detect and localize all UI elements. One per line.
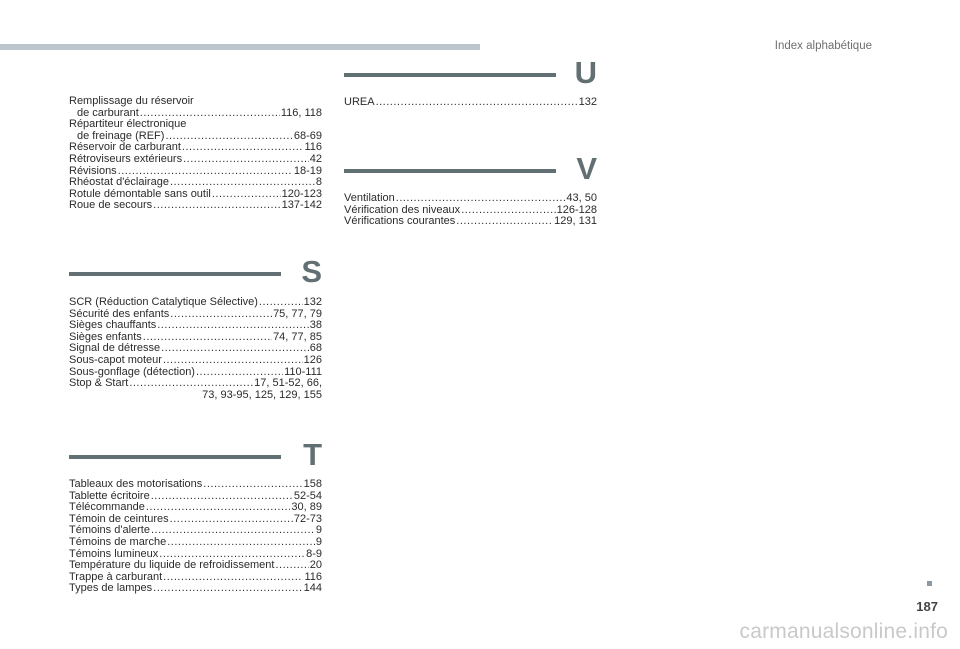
- entry-pages: 126-128: [556, 203, 597, 216]
- entry-text: Sous-capot moteur: [69, 353, 162, 366]
- entry-pages: 8: [315, 176, 322, 189]
- index-entry: [344, 216, 597, 228]
- entry-pages: 72-73: [293, 512, 322, 525]
- entry-pages: 158: [303, 478, 322, 490]
- entry-text: Témoins d'alerte: [69, 524, 150, 537]
- entry-text: Sièges chauffants: [69, 319, 157, 332]
- entry-pages: 30, 89: [291, 501, 322, 514]
- index-entry: [69, 560, 322, 572]
- entry-pages: 132: [303, 296, 322, 308]
- index-entry: [69, 479, 322, 491]
- entry-pages: 8-9: [306, 547, 322, 560]
- section-t-entries: [69, 479, 322, 595]
- entry-line1: Répartiteur électronique: [69, 118, 187, 131]
- index-entry: [69, 96, 322, 119]
- entry-text: Rétroviseurs extérieurs: [69, 152, 183, 165]
- index-entry: [69, 355, 322, 367]
- entry-text: Tablette écritoire: [69, 489, 150, 502]
- entry-pages-continued: 73, 93-95, 125, 129, 155: [202, 388, 322, 401]
- section-letter: T: [303, 437, 322, 472]
- section-r-entries: [69, 96, 322, 212]
- entry-text: Trappe à carburant: [69, 570, 163, 583]
- section-u-entries: [344, 97, 597, 109]
- section-s-heading: [69, 254, 322, 294]
- entry-line1: Remplissage du réservoir: [69, 95, 194, 107]
- entry-pages: 42: [309, 152, 322, 165]
- entry-text: SCR (Réduction Catalytique Sélective): [69, 296, 258, 308]
- entry-text: Télécommande: [69, 501, 145, 514]
- index-entry: [344, 97, 597, 109]
- entry-text: Sièges enfants: [69, 330, 142, 343]
- entry-pages: 43, 50: [566, 192, 597, 204]
- entry-pages: 38: [309, 319, 322, 332]
- index-entry: [69, 119, 322, 142]
- entry-text: Révisions: [69, 164, 117, 177]
- section-v-entries: [344, 193, 597, 228]
- entry-pages: 74, 77, 85: [273, 330, 322, 343]
- entry-text: Stop & Start: [69, 377, 129, 390]
- section-divider: [344, 73, 556, 77]
- entry-pages: 116: [304, 570, 322, 583]
- entry-text: de freinage (REF): [77, 129, 165, 142]
- entry-pages: 75, 77, 79: [273, 307, 322, 320]
- entry-pages: 144: [303, 582, 322, 595]
- entry-text: Ventilation: [344, 192, 395, 204]
- entry-text: Témoins lumineux: [69, 547, 159, 560]
- entry-text: Types de lampes: [69, 582, 153, 595]
- entry-pages: 116: [304, 141, 322, 154]
- entry-text: Rotule démontable sans outil: [69, 187, 211, 200]
- index-entry: [69, 537, 322, 549]
- index-entry: [69, 378, 322, 390]
- page-number: 187: [916, 599, 938, 614]
- entry-text: Témoins de marche: [69, 535, 167, 548]
- index-entry: [69, 177, 322, 189]
- section-divider: [69, 272, 281, 276]
- entry-pages: 52-54: [293, 489, 322, 502]
- page-header-title: Index alphabétique: [774, 40, 872, 52]
- entry-text: Vérification des niveaux: [344, 203, 461, 216]
- entry-pages: 116, 118: [280, 106, 322, 119]
- section-v-heading: [344, 151, 597, 191]
- index-entry: [344, 193, 597, 205]
- entry-text: Température du liquide de refroidissement: [69, 559, 275, 572]
- entry-text: Sécurité des enfants: [69, 307, 170, 320]
- entry-pages: 68: [309, 342, 322, 355]
- entry-text: de carburant: [77, 106, 139, 119]
- entry-text: Sous-gonflage (détection): [69, 365, 195, 378]
- entry-text: Roue de secours: [69, 199, 153, 212]
- entry-pages: 132: [578, 96, 597, 108]
- entry-pages: 120-123: [281, 187, 322, 200]
- header-bar: [0, 44, 480, 50]
- entry-pages: 110-111: [284, 365, 322, 378]
- entry-pages: 9: [315, 524, 322, 537]
- entry-text: Tableaux des motorisations: [69, 478, 203, 490]
- entry-pages: 137-142: [281, 199, 322, 212]
- entry-text: Rhéostat d'éclairage: [69, 176, 169, 189]
- entry-text: UREA: [344, 96, 375, 108]
- entry-text: Témoin de ceintures: [69, 512, 169, 525]
- entry-pages: 126: [303, 353, 322, 366]
- index-entry: [69, 154, 322, 166]
- section-letter: U: [574, 55, 597, 90]
- entry-text: Vérifications courantes: [344, 215, 456, 228]
- entry-pages: 20: [309, 559, 322, 572]
- entry-pages: 129, 131: [554, 215, 597, 228]
- entry-text: Signal de détresse: [69, 342, 161, 355]
- entry-pages: 9: [315, 535, 322, 548]
- section-divider: [69, 455, 281, 459]
- index-entry: [69, 200, 322, 212]
- entry-pages: 17, 51-52, 66,: [254, 377, 322, 390]
- watermark-text: carmanualsonline.info: [739, 620, 948, 643]
- index-entry: [69, 297, 322, 309]
- entry-pages: 18-19: [293, 164, 322, 177]
- section-letter: V: [576, 151, 597, 186]
- section-s-entries: [69, 297, 322, 401]
- entry-pages: 68-69: [293, 129, 322, 142]
- section-divider: [344, 169, 556, 173]
- corner-marker: [927, 581, 932, 586]
- index-entry: [69, 583, 322, 595]
- section-u-heading: [344, 55, 597, 95]
- section-letter: S: [301, 254, 322, 289]
- entry-text: Réservoir de carburant: [69, 141, 181, 154]
- section-t-heading: [69, 437, 322, 477]
